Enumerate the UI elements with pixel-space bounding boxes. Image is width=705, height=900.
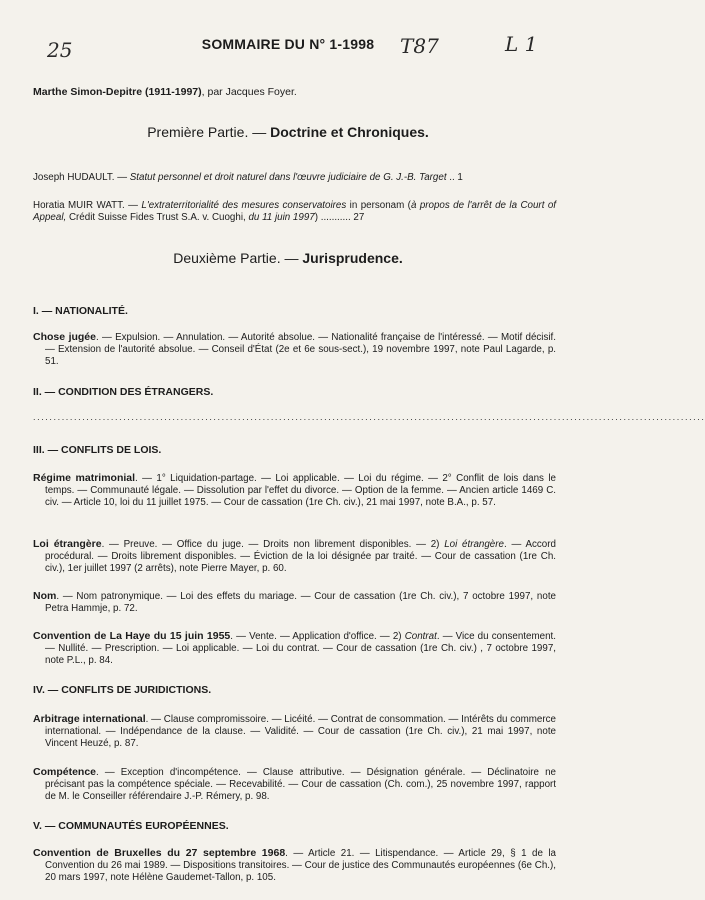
- doctrine-title-part: du 11 juin 1997: [248, 212, 315, 224]
- doctrine-page: ) ........... 27: [314, 212, 365, 224]
- entry-body: . — Nom patronymique. — Loi des effets du mariage. — Cour de cassation (1re Ch. civ.), 7 octobre 1997, note Petra Hammje, p. 72.: [45, 591, 556, 615]
- entry-chose-jugee: [33, 331, 556, 369]
- doctrine-author: Horatia MUIR WATT. —: [33, 200, 142, 211]
- section-heading-nationalite: I. — NATIONALITÉ.: [33, 305, 128, 317]
- doctrine-title-part: à propos de l'arrêt de la Court of Appeal,: [33, 200, 556, 224]
- entry-body: . — Expulsion. — Annulation. — Autorité absolue. — Nationalité française de l'intéressé. — Motif décisif. — Extension de l'autorité absolue. — Conseil d'État (2e et 6e sous-sect.), 19 novembre 1997, note Paul Lagarde, p. 51.: [45, 332, 556, 368]
- dotted-leader: ....................................................................................................................................................................: [33, 412, 705, 422]
- doctrine-author: Joseph HUDAULT. —: [33, 172, 130, 183]
- part-two-title: Jurisprudence.: [302, 250, 403, 266]
- entry-body: . — Article 21. — Litispendance. — Article 29, § 1 de la Convention du 26 mai 1989. — Dispositions transitoires. — Cour de justice des Communautés européennes (6e Ch.), 20 mars 1997, note Hélène Gaudemet-Tallon, p. 105.: [45, 848, 556, 884]
- entry-regime-matrimonial: [33, 472, 556, 510]
- doctrine-text: Crédit Suisse Fides Trust S.A. v. Cuoghi,: [66, 212, 249, 224]
- entry-body: . — Exception d'incompétence. — Clause attributive. — Désignation générale. — Déclinatoire ne précisant pas la compétence spéciale. — Recevabilité. — Cour de cassation (Ch. com.), 25 novembre 1997, rapport de M. le Conseiller référendaire J.-P. Rémery, p. 98.: [45, 767, 556, 803]
- dedication: [33, 86, 297, 98]
- section-heading-communautes-europeennes: V. — COMMUNAUTÉS EUROPÉENNES.: [33, 820, 229, 832]
- section-heading-conflits-lois: III. — CONFLITS DE LOIS.: [33, 444, 162, 456]
- entry-head: Nom: [33, 590, 57, 602]
- entry-head: Compétence: [33, 766, 97, 778]
- doctrine-title: Statut personnel et droit naturel dans l'œuvre judiciaire de G. J.-B. Target: [129, 172, 447, 183]
- part-two-label: Deuxième Partie. —: [173, 250, 303, 266]
- dedication-author: , par Jacques Foyer.: [201, 86, 297, 98]
- entry-loi-etrangere: [33, 538, 556, 576]
- doctrine-entry-2: [33, 200, 556, 224]
- handwritten-mark: L 1: [505, 32, 538, 56]
- dedication-name: Marthe Simon-Depitre (1911-1997): [33, 86, 202, 98]
- entry-body: . — Clause compromissoire. — Licéité. — Contrat de consommation. — Intérêts du commerce international. — Indépendance de la clause. — Validité. — Cour de cassation (1re Ch. civ.), 21 mai 1997, note Vincent Heuzé, p. 87.: [45, 714, 556, 750]
- entry-competence: [33, 766, 556, 804]
- entry-head: Convention de Bruxelles du 27 septembre 1968: [33, 847, 286, 859]
- part-two-heading: [0, 250, 576, 266]
- entry-head: Chose jugée: [33, 331, 96, 343]
- entry-body: . — Preuve. — Office du juge. — Droits non librement disponibles. — 2): [101, 539, 445, 550]
- entry-body: . — 1° Liquidation-partage. — Loi applicable. — Loi du régime. — 2° Conflit de lois dans le temps. — Communauté légale. — Dissolution par l'effet du divorce. — Option de la femme. — Ancien article 1469 C. civ. — Article 10, loi du 11 juillet 1975. — Cour de cassation (1re Ch. civ.), 21 mai 1997, note B.A., p. 57.: [45, 473, 556, 509]
- entry-body: . — Accord procédural. — Droits librement disponibles. — Éviction de la loi désignée par traité. — Cour de cassation (1re Ch. civ.), 1er juillet 1997 (2 arrêts), note Pierre Mayer, p. 60.: [45, 539, 556, 575]
- doctrine-page: .. 1: [446, 172, 463, 183]
- part-one-heading: [0, 124, 576, 140]
- section-heading-conflits-juridictions: IV. — CONFLITS DE JURIDICTIONS.: [33, 684, 212, 696]
- entry-convention-la-haye: [33, 630, 556, 668]
- entry-body: . — Vice du consentement. — Nullité. — Prescription. — Loi applicable. — Loi du contrat. — Cour de cassation (1re Ch. civ.) , 7 octobre 1997, note P.L., p. 84.: [45, 631, 556, 667]
- entry-nom: [33, 590, 556, 615]
- entry-head: Convention de La Haye du 15 juin 1955: [33, 630, 231, 642]
- handwritten-code: T87: [400, 34, 439, 58]
- entry-italic: Loi étrangère: [444, 539, 504, 550]
- entry-convention-bruxelles: [33, 847, 556, 885]
- part-one-title: Doctrine et Chroniques.: [270, 124, 429, 140]
- page-title: SOMMAIRE DU N° 1-1998: [201, 36, 375, 52]
- entry-arbitrage-international: [33, 713, 556, 751]
- entry-head: Régime matrimonial: [33, 472, 136, 484]
- section-heading-condition-etrangers: II. — CONDITION DES ÉTRANGERS.: [33, 386, 214, 398]
- doctrine-title: L'extraterritorialité des mesures conservatoires: [141, 200, 347, 211]
- doctrine-entry-1: [33, 172, 556, 184]
- part-one-label: Première Partie. —: [147, 124, 271, 140]
- entry-head: Arbitrage international: [33, 713, 146, 725]
- doctrine-text: in personam (: [346, 200, 411, 211]
- entry-head: Loi étrangère: [33, 538, 102, 550]
- entry-italic: Contrat: [404, 631, 437, 642]
- handwritten-number: 25: [47, 38, 73, 62]
- entry-body: . — Vente. — Application d'office. — 2): [230, 631, 405, 642]
